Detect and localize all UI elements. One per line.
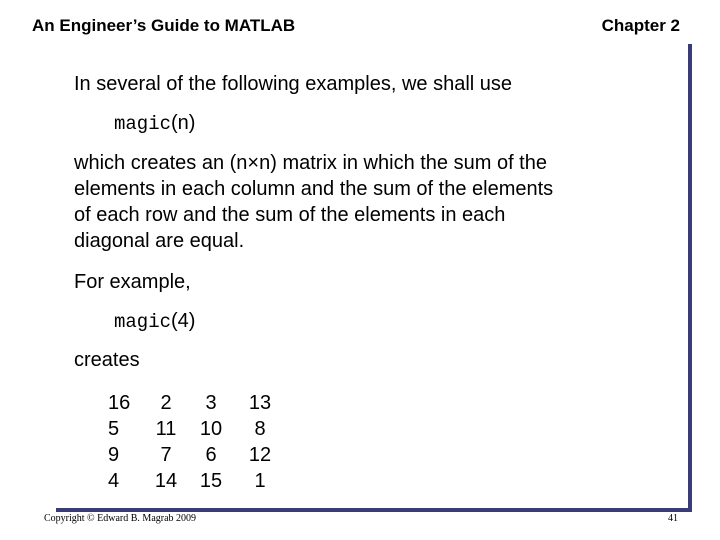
code-arg: (n) [171, 112, 196, 134]
code-line-magic-4 [114, 308, 195, 335]
matrix-cell: 14 [154, 470, 178, 492]
copyright-text: Copyright © Edward B. Magrab 2009 [44, 513, 197, 524]
header-title: An Engineer’s Guide to MATLAB [32, 16, 296, 35]
description-line-2: elements in each column and the sum of the elements [74, 178, 554, 200]
description-line-1: which creates an (n×n) matrix in which the sum of the [74, 152, 547, 174]
matrix-cell: 10 [199, 418, 223, 440]
matrix-cell: 15 [199, 470, 223, 492]
page-number: 41 [668, 513, 678, 524]
matrix-cell: 7 [160, 444, 172, 466]
creates-text: creates [74, 349, 140, 371]
code-arg: (4) [171, 310, 196, 332]
description-line-3: of each row and the sum of the elements in each [74, 204, 506, 226]
matrix-cell: 2 [160, 392, 172, 414]
matrix-row [108, 390, 284, 416]
matrix-cell: 9 [108, 444, 120, 466]
intro-text: In several of the following examples, we shall use [74, 73, 513, 95]
matrix-cell: 16 [108, 392, 131, 414]
matrix-row [108, 468, 284, 494]
matrix-cell: 4 [108, 470, 120, 492]
matrix-cell: 1 [254, 470, 266, 492]
code-func: magic [114, 311, 172, 333]
matrix-cell: 11 [155, 418, 177, 440]
description-line-4: diagonal are equal. [74, 230, 245, 252]
matrix-cell: 8 [254, 418, 266, 440]
for-example-text: For example, [74, 271, 191, 293]
matrix-cell: 3 [205, 392, 217, 414]
matrix-cell: 13 [248, 392, 272, 414]
matrix-row [108, 442, 284, 468]
code-func: magic [114, 113, 172, 135]
code-line-magic-n [114, 110, 195, 137]
magic-matrix [108, 390, 284, 494]
matrix-cell: 5 [108, 418, 120, 440]
chapter-label: Chapter 2 [601, 16, 680, 35]
matrix-cell: 6 [205, 444, 217, 466]
matrix-row [108, 416, 284, 442]
matrix-cell: 12 [248, 444, 272, 466]
